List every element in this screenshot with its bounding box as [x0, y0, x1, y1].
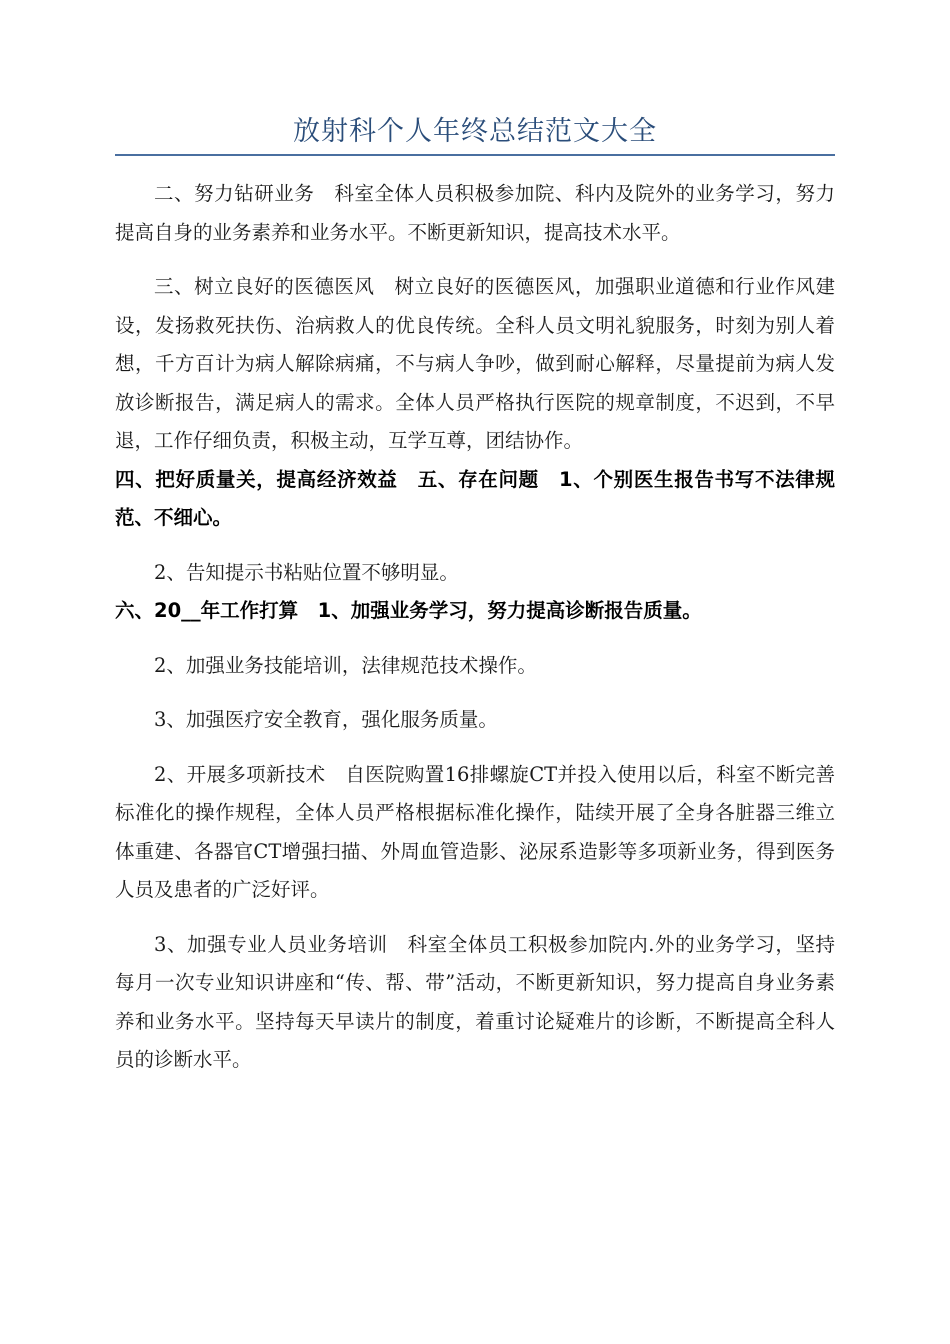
paragraph-staff-training: 3、加强专业人员业务培训 科室全体员工积极参加院内.外的业务学习，坚持每月一次专业知识讲座和“传、帮、带”活动，不断更新知识，努力提高自身业务素养和业务水平。坚持每天早读片的制度，着重讨论疑难片的诊断，不断提高全科人员的诊断水平。 [115, 932, 835, 1071]
paragraph-medical-ethics: 三、树立良好的医德医风 树立良好的医德医风，加强职业道德和行业作风建设，发扬救死扶伤、治病救人的优良传统。全科人员文明礼貌服务，时刻为别人着想，千方百计为病人解除病痛，不与病人争吵，做到耐心解释，尽量提前为病人发放诊断报告，满足病人的需求。全体人员严格执行医院的规章制度，不迟到，不早退，工作仔细负责，积极主动，互学互尊，团结协作。 [115, 275, 835, 452]
document-body [115, 175, 835, 1080]
heading-work-plan: 六、20__年工作打算 1、加强业务学习，努力提高诊断报告质量。 [115, 599, 702, 622]
paragraph-business-study: 二、努力钻研业务 科室全体人员积极参加院、科内及院外的业务学习，努力提高自身的业务素养和业务水平。不断更新知识，提高技术水平。 [115, 182, 835, 244]
title-underline [115, 154, 835, 156]
document-title: 放射科个人年终总结范文大全 [293, 116, 657, 147]
paragraph-safety-education: 3、加强医疗安全教育，强化服务质量。 [154, 708, 498, 731]
paragraph-notice-placement: 2、告知提示书粘贴位置不够明显。 [154, 560, 459, 584]
heading-quality-and-problems: 四、把好质量关，提高经济效益 五、存在问题 1、个别医生报告书写不法律规范、不细心。 [115, 467, 835, 529]
paragraph-skill-training: 2、加强业务技能培训，法律规范技术操作。 [154, 653, 537, 677]
paragraph-new-techniques: 2、开展多项新技术 自医院购置16排螺旋CT并投入使用以后，科室不断完善标准化的操作规程，全体人员严格根据标准化操作，陆续开展了全身各脏器三维立体重建、各器官CT增强扫描、外周血管造影、泌尿系造影等多项新业务，得到医务人员及患者的广泛好评。 [115, 762, 835, 901]
